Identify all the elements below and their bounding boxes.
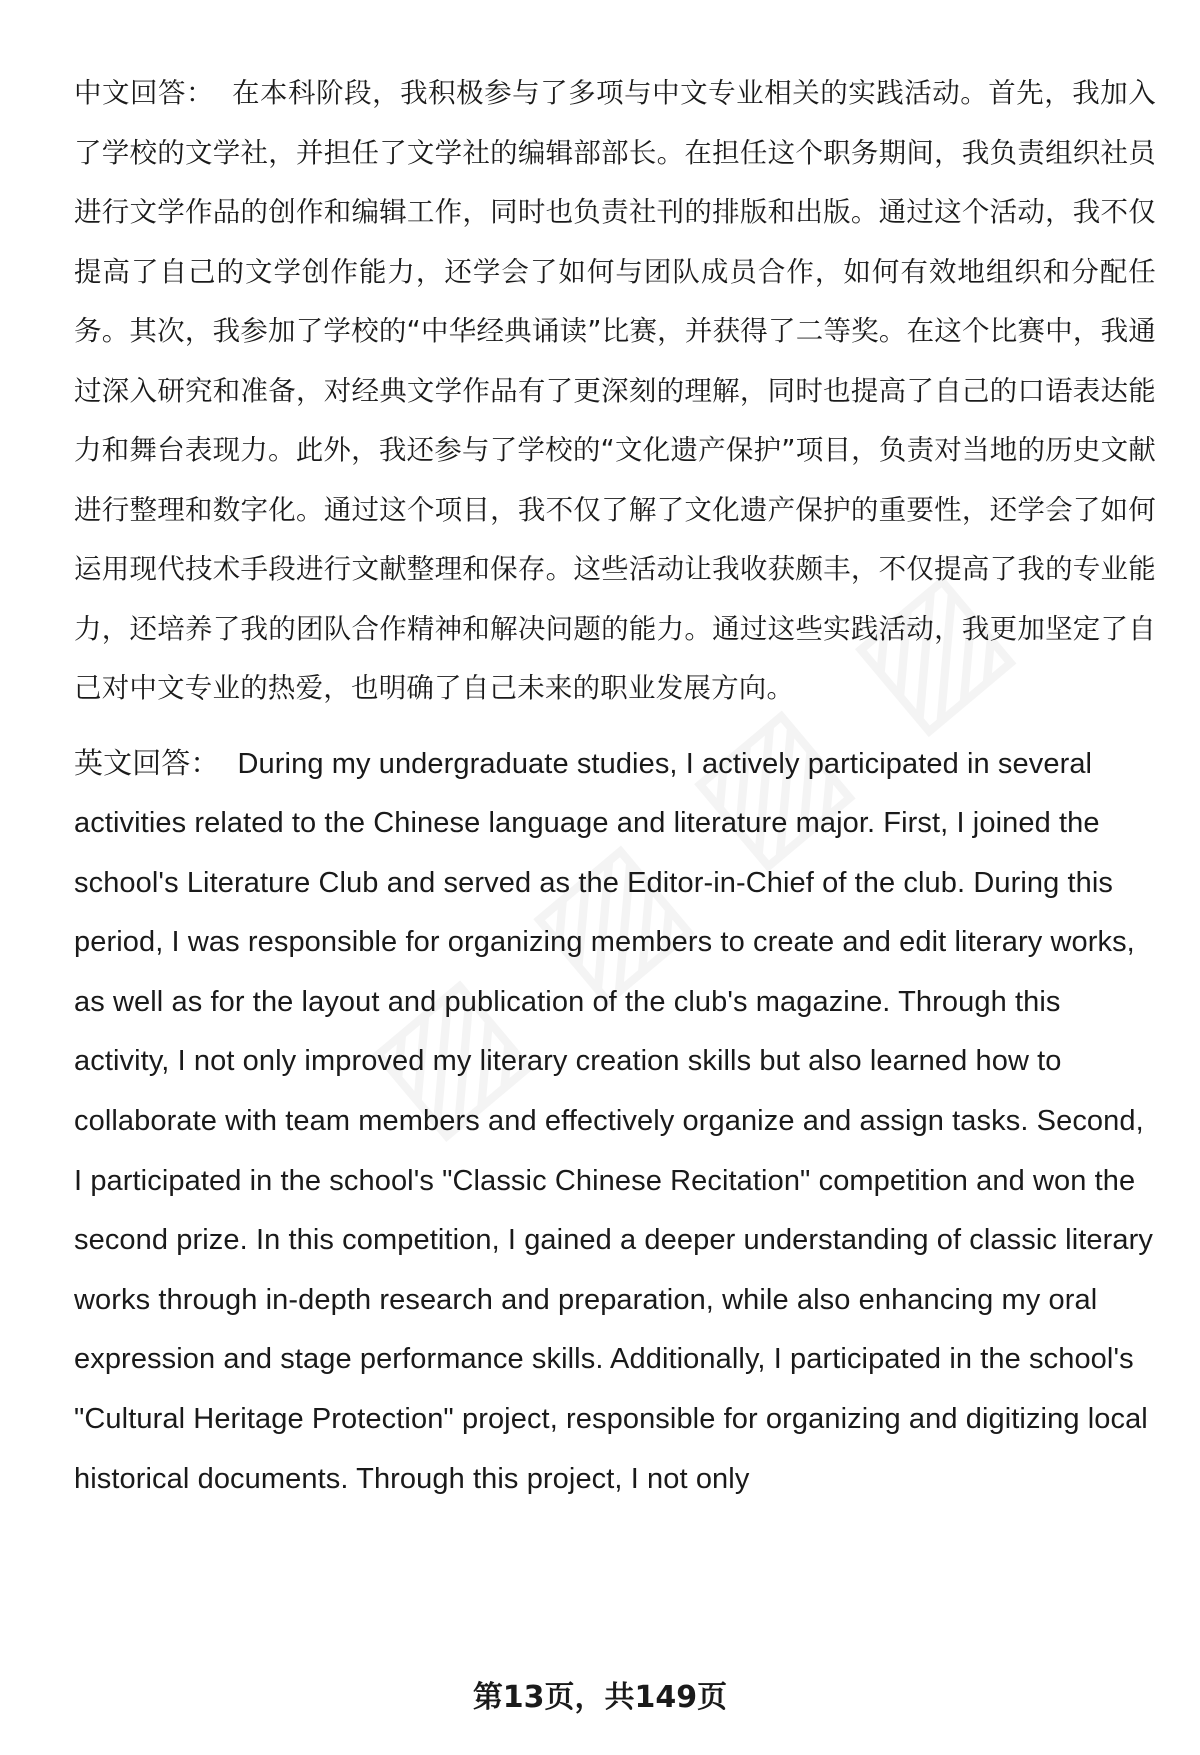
page-number-footer: 第13页，共149页 — [472, 1680, 728, 1715]
english-answer-label: 英文回答： — [74, 747, 220, 780]
chinese-answer-paragraph — [74, 64, 1156, 719]
english-answer-text: During my undergraduate studies, I actively participated in several activities related to the Chinese language and literature major. First, I joined the school's Literature Club and served as the Editor-in-Chief of the club. During this period, I was responsible for organizing members to create and edit literary works, as well as for the layout and publication of the club's magazine. Through this activity, I not only improved my literary creation skills but also learned how to collaborate with team members and effectively organize and assign tasks. Second, I participated in the school's "Classic Chinese Recitation" competition and won the second prize. In this competition, I gained a deeper understanding of classic literary works through in-depth research and preparation, while also enhancing my oral expression and stage performance skills. Additionally, I participated in the school's "Cultural Heritage Protection" project, responsible for organizing and digitizing local historical documents. Through this project, I not only — [74, 747, 1153, 1495]
document-body — [74, 64, 1156, 1509]
chinese-answer-text: 在本科阶段，我积极参与了多项与中文专业相关的实践活动。首先，我加入了学校的文学社，并担任了文学社的编辑部部长。在担任这个职务期间，我负责组织社员进行文学作品的创作和编辑工作，同时也负责社刊的排版和出版。通过这个活动，我不仅提高了自己的文学创作能力，还学会了如何与团队成员合作，如何有效地组织和分配任务。其次，我参加了学校的“中华经典诵读”比赛，并获得了二等奖。在这个比赛中，我通过深入研究和准备，对经典文学作品有了更深刻的理解，同时也提高了自己的口语表达能力和舞台表现力。此外，我还参与了学校的“文化遗产保护”项目，负责对当地的历史文献进行整理和数字化。通过这个项目，我不仅了解了文化遗产保护的重要性，还学会了如何运用现代技术手段进行文献整理和保存。这些活动让我收获颇丰，不仅提高了我的专业能力，还培养了我的团队合作精神和解决问题的能力。通过这些实践活动，我更加坚定了自己对中文专业的热爱，也明确了自己未来的职业发展方向。 — [74, 77, 1156, 704]
english-answer-paragraph — [74, 735, 1156, 1510]
chinese-answer-label: 中文回答： — [74, 77, 215, 109]
